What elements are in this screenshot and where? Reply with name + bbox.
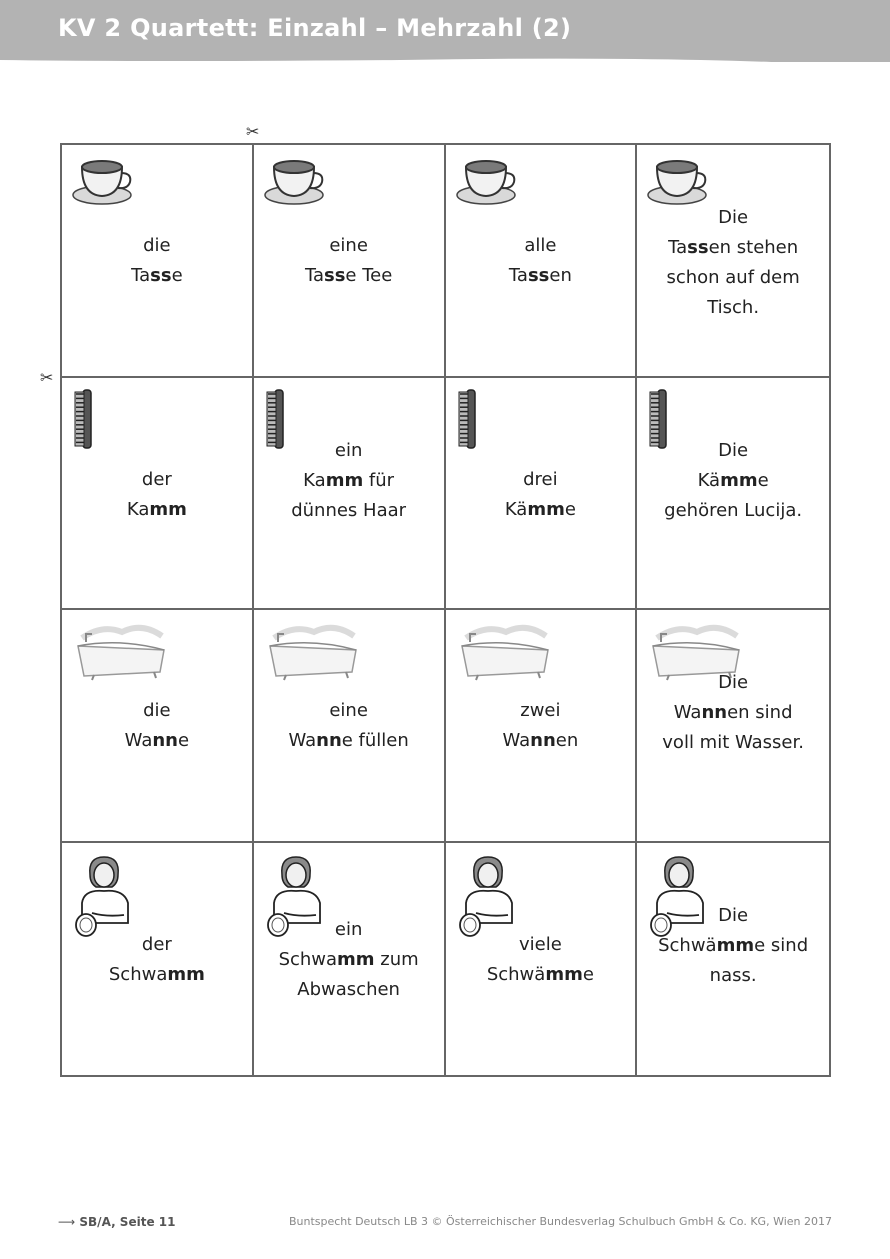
card-text: [446, 231, 636, 291]
footer-copyright: Buntspecht Deutsch LB 3 © Österreichischer Bundesverlag Schulbuch GmbH & Co. KG, Wien 2017: [288, 1215, 832, 1228]
card-line: Die: [718, 439, 749, 461]
card-line: nass.: [709, 964, 757, 986]
bathtub-icon: [264, 620, 360, 686]
card-line: Die: [718, 904, 749, 926]
card-text: [62, 465, 252, 525]
card-line: Wanne: [124, 730, 190, 751]
quartet-card: [446, 610, 638, 843]
quartet-card: [62, 843, 254, 1076]
card-line: voll mit Wasser.: [662, 732, 804, 753]
card-text: [637, 668, 829, 758]
scissors-icon: ✂: [40, 368, 54, 387]
quartet-card: [446, 378, 638, 611]
card-text: [62, 930, 252, 990]
card-text: [62, 231, 252, 291]
quartet-card: [254, 145, 446, 378]
card-text: [446, 930, 636, 990]
card-text: [446, 696, 636, 756]
cup-icon: [456, 155, 520, 215]
quartet-card: [254, 843, 446, 1076]
card-text: [254, 436, 444, 526]
card-text: [254, 696, 444, 756]
card-text: [62, 696, 252, 756]
card-line: Schwämme sind: [658, 934, 809, 956]
card-line: zwei: [520, 700, 561, 721]
card-line: Wanne füllen: [288, 730, 409, 751]
bathtub-icon: [72, 620, 168, 686]
bathtub-icon: [456, 620, 552, 686]
quartet-card: [446, 145, 638, 378]
footer-reference: [58, 1215, 175, 1229]
card-text: [254, 231, 444, 291]
quartet-card: [62, 145, 254, 378]
card-line: die: [143, 235, 171, 256]
card-line: Tisch.: [707, 297, 760, 318]
card-line: die: [143, 700, 171, 721]
quartet-card: [62, 378, 254, 611]
cup-icon: [264, 155, 328, 215]
quartet-card: [446, 843, 638, 1076]
scissors-icon: ✂: [246, 122, 260, 141]
card-line: der: [141, 468, 172, 490]
card-line: Wannen: [502, 730, 579, 751]
quartet-card: [254, 378, 446, 611]
card-text: [446, 465, 636, 525]
card-line: Die: [718, 207, 749, 228]
card-line: Wannen sind: [673, 702, 793, 723]
card-text: [637, 203, 829, 323]
cup-icon: [72, 155, 136, 215]
page-title: KV 2 Quartett: Einzahl – Mehrzahl (2): [58, 14, 572, 42]
card-line: Kämme: [697, 469, 769, 491]
card-line: Abwaschen: [297, 978, 400, 1000]
footer-page-reference: SB/A, Seite 11: [79, 1215, 176, 1229]
page-header: [0, 0, 890, 62]
card-line: eine: [329, 235, 368, 256]
card-line: der: [141, 933, 172, 955]
card-text: [254, 915, 444, 1005]
card-line: Schwamm zum: [278, 948, 419, 970]
quartet-card: [637, 610, 829, 843]
quartet-card: [637, 145, 829, 378]
quartet-card: [254, 610, 446, 843]
card-line: Die: [718, 672, 749, 693]
card-line: Kamm für: [303, 469, 395, 491]
comb-icon: [456, 388, 478, 454]
card-text: [637, 901, 829, 991]
card-text: [637, 436, 829, 526]
card-line: ein: [334, 918, 363, 940]
quartet-card: [637, 843, 829, 1076]
quartet-card: [62, 610, 254, 843]
card-line: Kämme: [504, 498, 576, 520]
quartet-card: [637, 378, 829, 611]
card-line: viele: [518, 933, 562, 955]
quartet-card-grid: [60, 143, 831, 1077]
card-line: Tasse Tee: [304, 265, 393, 286]
card-line: Tassen stehen: [668, 237, 799, 258]
card-line: alle: [524, 235, 557, 256]
card-line: Tasse: [131, 265, 183, 286]
card-line: gehören Lucija.: [664, 499, 803, 521]
card-line: Tassen: [508, 265, 572, 286]
comb-icon: [72, 388, 94, 454]
arrow-right-icon: ⟶: [58, 1215, 76, 1229]
card-line: Kamm: [126, 498, 187, 520]
card-line: Schwämme: [486, 963, 594, 985]
card-line: schon auf dem: [666, 267, 800, 288]
card-line: dünnes Haar: [291, 499, 407, 521]
card-line: Schwamm: [108, 963, 205, 985]
card-line: eine: [329, 700, 368, 721]
card-line: ein: [334, 439, 363, 461]
card-line: drei: [523, 468, 558, 490]
